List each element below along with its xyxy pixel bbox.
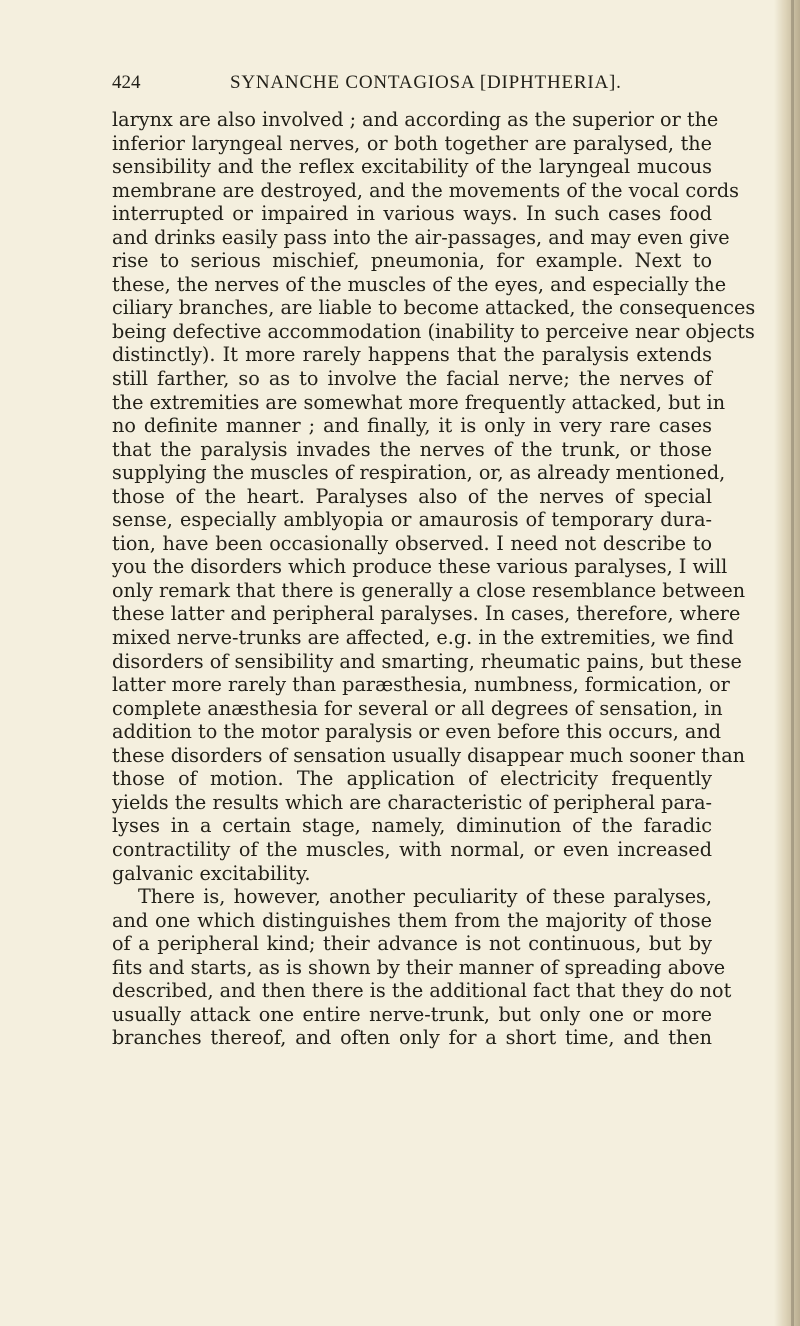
text-line: the extremities are somewhat more frequently attacked, but in bbox=[112, 390, 726, 414]
text-line: these, the nerves of the muscles of the eyes, and especially the bbox=[112, 272, 727, 296]
text-line: membrane are destroyed, and the movements of the vocal cords bbox=[112, 178, 740, 202]
text-line: tion, have been occasionally observed. I need not describe to bbox=[112, 531, 712, 555]
paragraph-end-line: galvanic excitability. bbox=[112, 861, 311, 885]
text-line: disorders of sensibility and smarting, rheumatic pains, but these bbox=[112, 649, 742, 673]
page-header bbox=[112, 70, 708, 106]
text-line: you the disorders which produce these various paralyses, I will bbox=[112, 555, 728, 579]
text-line: latter more rarely than paræsthesia, numbness, formication, or bbox=[112, 673, 730, 697]
text-line: fits and starts, as is shown by their manner of spreading above bbox=[112, 955, 726, 979]
text-line: and drinks easily pass into the air-passages, and may even give bbox=[112, 225, 730, 249]
text-line: usually attack one entire nerve-trunk, but only one or more bbox=[112, 1002, 712, 1026]
text-line: complete anæsthesia for several or all degrees of sensation, in bbox=[112, 696, 723, 720]
text-line: ciliary branches, are liable to become attacked, the consequences bbox=[112, 296, 756, 320]
text-line: these latter and peripheral paralyses. In cases, therefore, where bbox=[112, 602, 741, 626]
page-number: 424 bbox=[112, 72, 141, 93]
text-line: yields the results which are characteristic of peripheral para- bbox=[112, 790, 712, 814]
text-line: larynx are also involved ; and according as the superior or the bbox=[112, 108, 719, 131]
text-line: contractility of the muscles, with normal, or even increased bbox=[112, 837, 712, 861]
text-line: mixed nerve-trunks are affected, e.g. in the extremities, we find bbox=[112, 626, 734, 650]
text-line: sensibility and the reflex excitability of the laryngeal mucous bbox=[112, 155, 712, 179]
text-line: those of the heart. Paralyses also of the nerves of special bbox=[112, 484, 712, 508]
text-line: no definite manner ; and finally, it is only in very rare cases bbox=[112, 414, 712, 438]
text-line: lyses in a certain stage, namely, diminution of the faradic bbox=[112, 814, 712, 838]
text-line: that the paralysis invades the nerves of the trunk, or those bbox=[112, 437, 712, 461]
text-line: supplying the muscles of respiration, or, as already mentioned, bbox=[112, 461, 726, 485]
page-edge-line bbox=[791, 0, 794, 1326]
running-head: SYNANCHE CONTAGIOSA [DIPHTHERIA]. bbox=[230, 72, 622, 93]
text-line: and one which distinguishes them from the majority of those bbox=[112, 908, 712, 932]
text-line: inferior laryngeal nerves, or both together are paralysed, the bbox=[112, 131, 712, 155]
text-line: of a peripheral kind; their advance is not continuous, but by bbox=[112, 932, 712, 956]
text-line: described, and then there is the additional fact that they do not bbox=[112, 979, 732, 1003]
text-line: sense, especially amblyopia or amaurosis of temporary dura- bbox=[112, 508, 712, 532]
text-line: distinctly). It more rarely happens that the paralysis extends bbox=[112, 343, 712, 367]
text-line: these disorders of sensation usually disappear much sooner than bbox=[112, 743, 746, 767]
text-line: interrupted or impaired in various ways. In such cases food bbox=[112, 202, 712, 226]
text-line: addition to the motor paralysis or even before this occurs, and bbox=[112, 720, 721, 744]
text-line: branches thereof, and often only for a short time, and then bbox=[112, 1026, 712, 1050]
text-line: being defective accommodation (inability to perceive near objects bbox=[112, 319, 755, 343]
page-edge-shadow bbox=[774, 0, 800, 1326]
body-text bbox=[112, 108, 756, 1050]
text-line: rise to serious mischief, pneumonia, for example. Next to bbox=[112, 249, 712, 273]
paragraph-start-line: There is, however, another peculiarity of these paralyses, bbox=[138, 885, 712, 909]
text-line: only remark that there is generally a close resemblance between bbox=[112, 578, 746, 602]
text-line: still farther, so as to involve the facial nerve; the nerves of bbox=[112, 367, 712, 391]
text-line: those of motion. The application of electricity frequently bbox=[112, 767, 712, 791]
